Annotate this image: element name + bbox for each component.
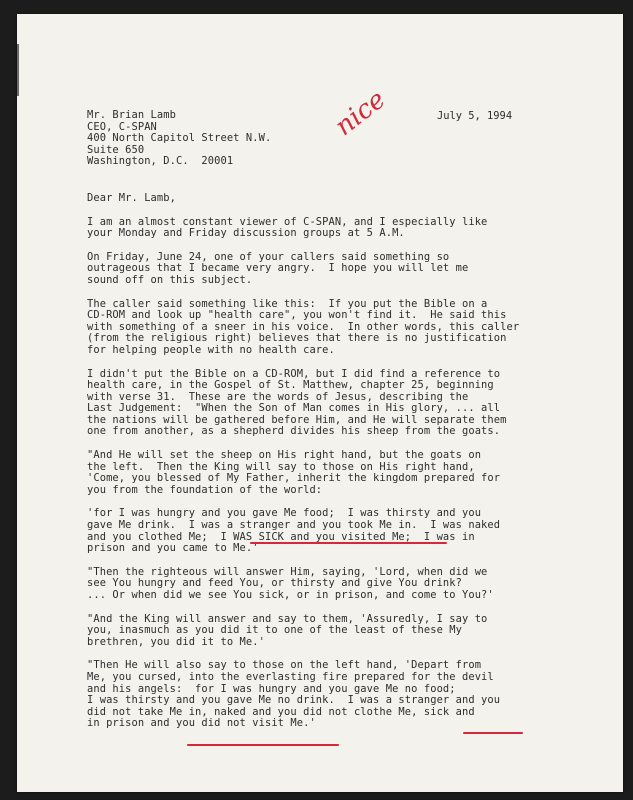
address-line: Mr. Brian Lamb xyxy=(87,109,176,121)
text-line: you, inasmuch as you did it to one of the least of these My xyxy=(87,624,462,637)
letter-date: July 5, 1994 xyxy=(437,110,513,122)
paragraph xyxy=(87,508,567,554)
text-line: in prison and you did not visit Me.' xyxy=(87,717,316,730)
text-line: did not take Me in, naked and you did not clothe Me, sick and xyxy=(87,705,475,718)
letter-paragraphs xyxy=(87,217,567,730)
paragraph xyxy=(87,450,567,496)
text-line: and you clothed Me; I WAS SICK and you visited Me; I was in xyxy=(87,530,475,543)
text-line: I didn't put the Bible on a CD-ROM, but I did find a reference to xyxy=(87,367,501,380)
text-line: Me, you cursed, into the everlasting fire prepared for the devil xyxy=(87,670,494,683)
address-line: Washington, D.C. 20001 xyxy=(87,155,234,168)
text-line: one from another, as a shepherd divides his sheep from the goats. xyxy=(87,425,501,438)
text-line: "Then He will also say to those on the left hand, 'Depart from xyxy=(87,659,482,672)
text-line: gave Me drink. I was a stranger and you took Me in. I was naked xyxy=(87,519,501,532)
text-line: the nations will be gathered before Him, and He will separate them xyxy=(87,413,507,426)
text-line: I was thirsty and you gave Me no drink. I was a stranger and you xyxy=(87,694,501,707)
text-line: outrageous that I became very angry. I hope you will let me xyxy=(87,262,469,275)
text-line: I am an almost constant viewer of C-SPAN, and I especially like xyxy=(87,215,488,228)
paragraph xyxy=(87,217,567,240)
text-line: (from the religious right) believes that there is no justification xyxy=(87,332,507,345)
address-line: Suite 650 xyxy=(87,143,145,156)
text-line: ... Or when did we see You sick, or in prison, and come to You?' xyxy=(87,589,494,601)
text-line: with verse 31. These are the words of Jesus, describing the xyxy=(87,390,469,403)
paragraph xyxy=(87,567,567,602)
paragraph xyxy=(87,614,567,649)
text-line: the left. Then the King will say to those on His right hand, xyxy=(87,460,475,473)
text-line: with something of a sneer in his voice. In other words, this caller xyxy=(87,320,520,333)
text-line: see You hungry and feed You, or thirsty and give You drink? xyxy=(87,577,462,590)
text-line: On Friday, June 24, one of your callers said something so xyxy=(87,250,450,263)
text-line: for helping people with no health care. xyxy=(87,343,335,356)
text-line: and his angels: for I was hungry and you gave Me no food; xyxy=(87,682,456,695)
red-underline xyxy=(250,542,447,544)
text-line: 'for I was hungry and you gave Me food; I was thirsty and you xyxy=(87,507,482,520)
text-line: prison and you came to Me.' xyxy=(87,542,259,555)
paragraph xyxy=(87,660,567,730)
text-line: Last Judgement: "When the Son of Man comes in His glory, ... all xyxy=(87,402,501,415)
text-line: you from the foundation of the world: xyxy=(87,483,323,496)
margin-mark xyxy=(17,44,19,96)
red-underline xyxy=(187,744,339,746)
paragraph xyxy=(87,369,567,439)
address-line: 400 North Capitol Street N.W. xyxy=(87,132,272,145)
text-line: health care, in the Gospel of St. Matthew, chapter 25, beginning xyxy=(87,379,494,392)
text-line: sound off on this subject. xyxy=(87,273,253,286)
handwritten-annotation: nice xyxy=(329,84,392,142)
text-line: your Monday and Friday discussion groups at 5 A.M. xyxy=(87,227,405,240)
red-underline xyxy=(463,732,523,734)
paragraph xyxy=(87,252,567,287)
text-line: 'Come, you blessed of My Father, inherit the kingdom prepared for xyxy=(87,472,501,485)
paragraph xyxy=(87,299,567,357)
text-line: "And the King will answer and say to them, 'Assuredly, I say to xyxy=(87,612,488,625)
address-line: CEO, C-SPAN xyxy=(87,120,157,133)
text-line: CD-ROM and look up "health care", you won't find it. He said this xyxy=(87,309,507,322)
text-line: "And He will set the sheep on His right hand, but the goats on xyxy=(87,449,482,462)
salutation: Dear Mr. Lamb, xyxy=(87,191,176,204)
text-line: "Then the righteous will answer Him, saying, 'Lord, when did we xyxy=(87,565,488,578)
text-line: brethren, you did it to Me.' xyxy=(87,635,265,648)
letter-body xyxy=(87,110,567,742)
recipient-address xyxy=(87,110,567,168)
text-line: The caller said something like this: If you put the Bible on a xyxy=(87,297,488,310)
